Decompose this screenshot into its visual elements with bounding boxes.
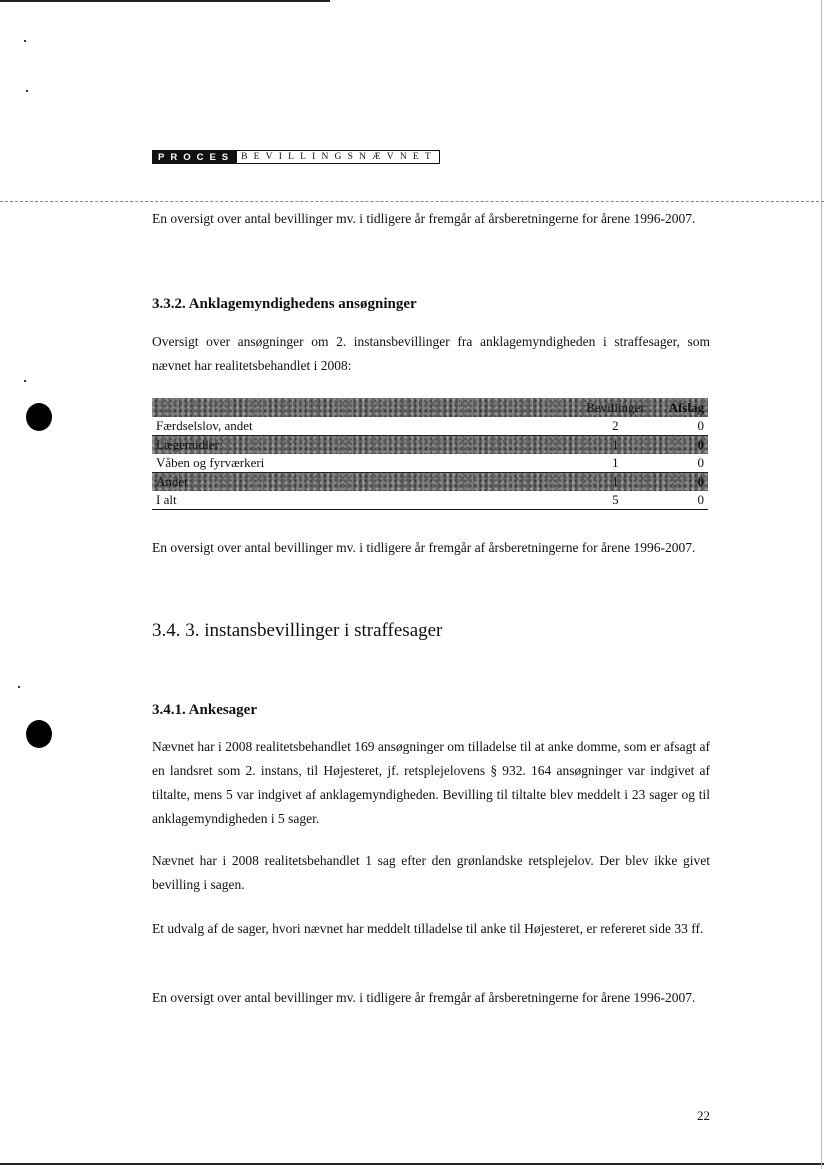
section-3-4-1-paragraph-2: Nævnet har i 2008 realitetsbehandlet 1 sag efter den grønlandske retsplejelov. Der blev ikke givet bevilling i sagen.: [152, 853, 710, 892]
table-row: [152, 473, 708, 491]
section-3-4-1-paragraph-3: Et udvalg af de sager, hvori nævnet har meddelt tilladelse til anke til Højesteret, er refereret side 33 ff.: [152, 921, 704, 936]
punch-hole: [26, 403, 52, 431]
intro-paragraph: En oversigt over antal bevillinger mv. i tidligere år fremgår af årsberetningerne for årene 1996-2007.: [152, 211, 696, 226]
heading-3-4-1: 3.4.1. Ankesager: [152, 702, 257, 718]
row-bevillinger: 1: [612, 437, 619, 452]
row-label: Våben og fyrværkeri: [156, 455, 265, 470]
scan-speck: [24, 40, 26, 42]
table-header-row: [152, 398, 708, 417]
row-afslag: 0: [697, 455, 704, 470]
table-header-afslag: Afslag: [668, 399, 704, 415]
table-row: [152, 417, 708, 436]
applications-table: [152, 398, 708, 510]
scan-speck: [18, 686, 20, 688]
row-label: Færdselslov, andet: [156, 418, 253, 433]
total-afslag: 0: [697, 492, 704, 507]
after-table-paragraph: En oversigt over antal bevillinger mv. i tidligere år fremgår af årsberetningerne for årene 1996-2007.: [152, 540, 696, 555]
row-bevillinger: 1: [612, 455, 619, 470]
row-afslag: 0: [697, 418, 704, 433]
logo-proces: PROCES: [152, 150, 236, 164]
bottom-scan-edge: [0, 1163, 824, 1165]
table-row: [152, 436, 708, 454]
right-scan-edge: [821, 0, 822, 1169]
table-header-bevillinger: Bevillinger: [586, 399, 645, 415]
page-number: 22: [697, 1108, 710, 1123]
row-label: Lægemidler: [156, 437, 219, 452]
table-total-row: [152, 491, 708, 510]
punch-hole: [26, 720, 52, 748]
top-scan-edge: [0, 0, 330, 2]
row-bevillinger: 1: [612, 474, 619, 489]
row-bevillinger: 2: [612, 418, 619, 433]
total-label: I alt: [156, 492, 177, 507]
scan-speck: [24, 380, 26, 382]
section-3-4-1-paragraph-4: En oversigt over antal bevillinger mv. i tidligere år fremgår af årsberetningerne for årene 1996-2007.: [152, 990, 696, 1005]
row-label: Andet: [156, 474, 188, 489]
heading-3-4: 3.4. 3. instansbevillinger i straffesager: [152, 620, 443, 641]
header-rule: [0, 201, 824, 202]
section-3-3-2-paragraph: Oversigt over ansøgninger om 2. instansbevillinger fra anklagemyndigheden i straffesager, som nævnet har realitetsbehandlet i 2008:: [152, 334, 710, 373]
scan-speck: [26, 90, 28, 92]
row-afslag: 0: [697, 437, 704, 452]
logo-bevillingsnaevnet: BEVILLINGSNÆVNET: [236, 150, 440, 164]
row-afslag: 0: [697, 474, 704, 489]
header-logo: [152, 150, 440, 164]
section-3-4-1-paragraph-1: Nævnet har i 2008 realitetsbehandlet 169 ansøgninger om tilladelse til at anke domme, som er afsagt af en landsret som 2. instans, til Højesteret, jf. retsplejelovens § 932. 164 ansøgninger var indgivet af tiltalte, mens 5 var indgivet af anklagemyndigheden. Bevilling til tiltalte blev meddelt i 23 sager og til anklagemyndigheden i 5 sager.: [152, 739, 710, 826]
table-row: [152, 454, 708, 473]
heading-3-3-2: 3.3.2. Anklagemyndighedens ansøgninger: [152, 296, 417, 312]
total-bevillinger: 5: [612, 492, 619, 507]
